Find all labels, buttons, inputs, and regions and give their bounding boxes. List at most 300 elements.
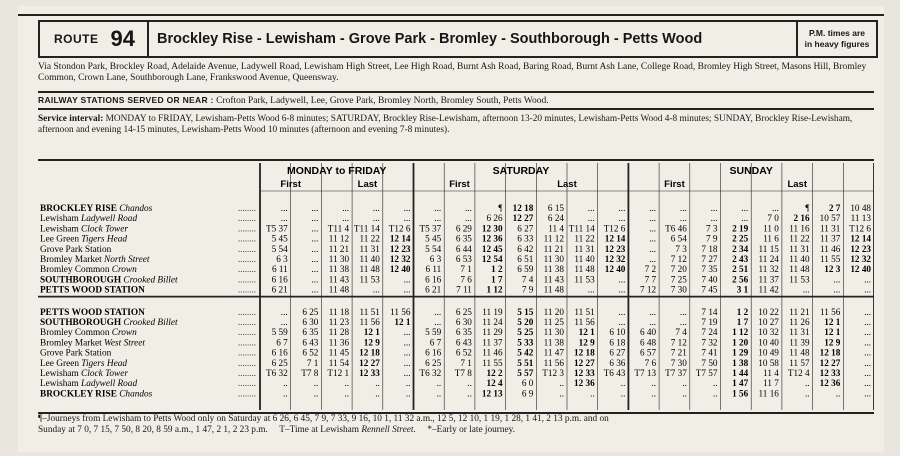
outbound-stop-name: BROCKLEY RISE Chandos [40,204,153,214]
inbound-time: 6 16 [425,347,442,358]
inbound-time: 7 21 [670,347,687,358]
sub-header: First [449,179,470,190]
sub-header: First [280,179,301,190]
inbound-time: 11 38 [543,337,564,348]
outbound-time: 11 38 [328,264,350,275]
outbound-time: 6 54 [670,233,687,244]
outbound-time: 11 31 [359,243,380,254]
outbound-time: 11 24 [758,254,779,264]
outbound-time: 7 9 [706,233,718,244]
inbound-time: T6 32 [265,368,288,378]
inbound-time: 1 12 [732,327,749,338]
inbound-time: 11 25 [543,317,564,327]
outbound-time: 5 45 [271,233,288,244]
outbound-time: 12 3 [824,264,841,275]
outbound-time: 11 15 [758,243,779,254]
route-number: 94 [110,26,135,51]
outbound-time: ... [434,213,442,224]
outbound-time: 7 40 [701,274,718,285]
inbound-time: 1 56 [732,388,749,399]
outbound-time: ... [679,203,687,213]
via-text: Via Stondon Park, Brockley Road, Adelaide Avenue, Ladywell Road, Lewisham High Street, Lee High Road, Burnt Ash Road, Baring Road, Burnt Ash Lane, College Road, Bromley High Street, Masons Hill, Bromley Common, Crown Lane, Southborough Lane, Frankswood Avenue, Queensway. [38,62,867,83]
outbound-time: ... [802,284,810,295]
outbound-time: ... [311,254,319,264]
inbound-time: .. [375,378,380,389]
inbound-time: 6 57 [640,347,657,358]
outbound-time: 12 30 [481,223,503,234]
inbound-time: 6 0 [521,378,534,389]
inbound-time: 11 19 [482,306,503,317]
outbound-time: ... [710,213,718,224]
outbound-time: ... [372,203,380,213]
inbound-time: ... [864,317,871,327]
inbound-time: 11 45 [328,347,350,358]
inbound-time: 12 18 [359,347,380,358]
inbound-time: 11 26 [789,317,810,327]
inbound-time: 11 56 [543,357,564,368]
outbound-time: 11 31 [574,243,595,254]
inbound-time: T7 8 [301,368,319,378]
outbound-time: ... [311,274,319,285]
inbound-time: 1 7 [736,317,749,327]
outbound-time: ... [618,274,626,285]
outbound-time: 12 27 [512,213,534,224]
inbound-time: 11 39 [789,337,810,348]
outbound-time: 11 53 [359,274,380,285]
outbound-stop-name: Grove Park Station [40,244,112,255]
inbound-stop-name: Lewisham Clock Tower [40,369,128,379]
outbound-time: 7 35 [701,264,718,275]
inbound-time: 7 14 [701,306,718,317]
inbound-time: .. [375,388,380,399]
outbound-time: T5 37 [265,223,288,234]
outbound-time: 11 32 [758,264,779,275]
leader-dots: ........ [238,254,256,264]
inbound-time: .. [436,378,442,389]
inbound-time: .. [283,388,288,399]
outbound-time: 6 33 [517,233,534,244]
inbound-time: 6 52 [302,347,319,358]
outbound-time: 12 40 [389,264,411,275]
leader-dots: ........ [238,327,256,338]
inbound-time: 1 38 [732,357,749,368]
inbound-time: 11 54 [328,357,350,368]
footnote-journeys: ¶–Journeys from Lewisham to Petts Wood only on Saturday at 6 26, 6 45, 7 9, 7 33, 9 16, 10 1, 11 32 a.m., 12 5, 12 10, 1 19, 1 28, 1 41, 2 13 p.m. and on [38,414,609,424]
outbound-time: 12 45 [481,243,503,254]
outbound-time: 12 23 [389,243,411,254]
inbound-time: 1 2 [736,306,749,317]
outbound-time: 12 32 [850,254,871,264]
outbound-time: ... [618,213,626,224]
outbound-time: 6 21 [425,284,442,295]
leader-dots: ........ [238,223,256,234]
inbound-time: 10 40 [758,337,779,348]
inbound-time: 12 27 [359,357,380,368]
inbound-time: 12 33 [574,368,595,378]
outbound-time: ... [649,243,657,254]
inbound-time: 7 1 [460,357,472,368]
outbound-time: 12 36 [481,233,503,244]
inbound-time: ... [864,388,871,399]
outbound-time: ... [618,203,626,213]
outbound-time: 11 31 [789,243,810,254]
inbound-time: .. [712,388,718,399]
outbound-time: 11 37 [819,233,841,244]
inbound-time: .. [682,388,687,399]
outbound-time: 11 37 [758,274,779,285]
inbound-time: 7 4 [675,327,687,338]
inbound-time: 6 30 [455,317,472,327]
outbound-time: ... [403,284,411,295]
outbound-stop-name: Bromley Market North Street [40,255,150,265]
outbound-time: 6 26 [486,213,503,224]
inbound-time: .. [590,388,595,399]
outbound-time: 11 48 [574,264,595,275]
inbound-time: ... [864,368,871,378]
day-header: MONDAY to FRIDAY [287,165,387,177]
inbound-time: T7 37 [665,368,687,378]
outbound-time: 2 43 [732,254,749,264]
outbound-time: 7 7 [644,274,657,285]
inbound-time: ... [403,347,411,358]
inbound-time: ... [864,306,871,317]
outbound-time: ... [649,254,657,264]
outbound-time: ... [372,284,380,295]
outbound-time: ... [741,213,749,224]
footnote-t: T–Time at Lewisham [279,425,360,435]
outbound-time: 12 23 [604,243,626,254]
footnotes [38,414,874,436]
inbound-stop-name: Lewisham Ladywell Road [40,379,138,390]
inbound-time: T12 4 [787,368,810,378]
outbound-time: 3 1 [736,284,749,295]
outbound-time: 12 14 [850,233,871,244]
inbound-time: 10 58 [758,357,779,368]
outbound-time: 6 11 [425,264,442,275]
outbound-time: ... [587,203,595,213]
inbound-time: 11 51 [574,306,595,317]
top-rule [18,14,884,16]
outbound-time: ... [311,203,319,213]
inbound-time: 7 12 [670,337,687,348]
inbound-time: ... [618,317,626,327]
inbound-time: 11 30 [543,327,564,338]
inbound-time: T6 32 [419,368,442,378]
outbound-time: 11 43 [328,274,350,285]
outbound-time: 11 22 [574,233,595,244]
railway-text: Crofton Park, Ladywell, Lee, Grove Park, Bromley North, Bromley South, Petts Wood. [216,96,549,106]
outbound-time: 7 6 [460,274,472,285]
outbound-time: 1 2 [491,264,503,275]
outbound-time: 7 12 [640,284,657,295]
timetable-grid [38,159,874,414]
sub-header: Last [357,179,378,190]
outbound-time: 11 40 [789,254,810,264]
inbound-time: ... [434,317,442,327]
outbound-time: ... [833,284,841,295]
inbound-time: .. [313,378,319,389]
inbound-time: 7 6 [644,357,657,368]
outbound-time: 10 57 [819,213,841,224]
outbound-time: ... [372,213,380,224]
outbound-time: 6 11 [271,264,288,275]
outbound-time: 2 34 [732,243,749,254]
inbound-time: 11 57 [789,357,810,368]
inbound-stop-name: Grove Park Station [40,348,112,359]
leader-dots: ........ [238,284,256,295]
outbound-time: T11 14 [568,223,595,234]
outbound-time: 6 24 [547,213,564,224]
sub-header: First [664,179,685,190]
outbound-time: 12 14 [389,233,411,244]
inbound-time: 11 51 [359,306,380,317]
outbound-time: 11 21 [543,243,564,254]
outbound-time: 11 30 [543,254,564,264]
outbound-time: 11 53 [789,274,810,285]
inbound-time: ... [403,357,411,368]
outbound-time: ... [311,264,319,275]
inbound-time: .. [283,378,288,389]
inbound-time: ... [618,306,626,317]
outbound-time: 10 48 [850,203,871,213]
inbound-time: .. [620,388,626,399]
inbound-time: 5 33 [517,337,534,348]
outbound-time: 2 25 [732,233,749,244]
inbound-time: 6 16 [271,347,288,358]
route-header [38,20,878,58]
inbound-time: 11 56 [359,317,380,327]
route-name: Brockley Rise - Lewisham - Grove Park - Bromley - Southborough - Petts Wood [147,22,796,56]
outbound-time: ¶ [805,203,810,213]
outbound-time: T11 4 [327,223,350,234]
inbound-time: .. [467,388,472,399]
outbound-time: 7 45 [701,284,718,295]
inbound-time: .. [805,378,810,389]
outbound-stop-name: SOUTHBOROUGH Crooked Billet [40,275,178,286]
outbound-time: 7 1 [460,264,472,275]
leader-dots: ........ [238,388,256,399]
footnote-star: *–Early or late journey. [427,425,516,435]
outbound-time: 6 51 [517,254,534,264]
inbound-stop-name: Lee Green Tigers Head [40,358,128,369]
outbound-stop-name: Lewisham Ladywell Road [40,214,138,225]
outbound-time: ... [434,203,442,213]
outbound-time: ... [311,243,319,254]
outbound-time: 2 16 [793,213,810,224]
outbound-time: 11 38 [543,264,564,275]
inbound-time: T7 13 [634,368,657,378]
inbound-time: 12 18 [574,347,595,358]
outbound-time: ... [403,203,411,213]
outbound-time: 7 25 [670,274,687,285]
inbound-time: 6 40 [640,327,657,338]
outbound-time: T11 14 [353,223,380,234]
outbound-time: 11 6 [763,233,779,244]
inbound-time: ... [280,317,288,327]
inbound-time: 11 56 [819,306,841,317]
inbound-time: 11 7 [763,378,779,389]
inbound-time: .. [651,378,657,389]
outbound-time: 6 27 [517,223,534,234]
inbound-time: 11 21 [789,306,810,317]
outbound-time: 6 44 [455,243,472,254]
inbound-time: 5 20 [517,317,534,327]
outbound-time: 11 40 [359,254,380,264]
inbound-time: .. [559,388,564,399]
outbound-time: ... [679,213,687,224]
outbound-time: ... [587,213,595,224]
inbound-time: 10 49 [758,347,779,358]
outbound-time: ... [280,203,288,213]
inbound-time: T6 43 [603,368,626,378]
footnote-t-place: Rennell Street. [361,425,416,435]
leader-dots: ........ [238,357,256,368]
outbound-time: ... [311,213,319,224]
inbound-time: 12 1 [824,317,841,327]
outbound-time: 11 53 [574,274,595,285]
day-header: SATURDAY [492,165,550,177]
inbound-time: .. [344,378,350,389]
outbound-time: ... [649,223,657,234]
inbound-time: .. [620,378,626,389]
footnote-sunday: Sunday at 7 0, 7 15, 7 50, 8 20, 8 59 a.m., 1 47, 2 1, 2 23 p.m. [38,425,268,435]
service-interval [38,114,874,135]
inbound-time: 11 20 [543,306,564,317]
inbound-time: ... [864,357,871,368]
outbound-time: 11 12 [543,233,564,244]
outbound-time: 11 4 [548,223,564,234]
inbound-stop-name: Bromley Market West Street [40,338,145,349]
inbound-time: 7 1 [306,357,319,368]
outbound-time: 1 7 [491,274,503,285]
inbound-time: 5 59 [271,327,288,338]
inbound-time: 12 33 [359,368,380,378]
outbound-time: 11 43 [543,274,564,285]
inbound-time: 7 50 [701,357,718,368]
pm-note-line-2: in heavy figures [804,39,870,49]
inbound-time: 6 7 [276,337,288,348]
inbound-time: 6 9 [521,388,534,399]
inbound-time: 11 48 [789,347,810,358]
outbound-time: 11 16 [789,223,810,234]
inbound-time: 11 28 [328,327,350,338]
inbound-time: ... [649,306,657,317]
inbound-time: ... [403,327,411,338]
outbound-time: 7 12 [670,254,687,264]
inbound-time: 1 44 [732,368,749,378]
inbound-time: 6 25 [425,357,442,368]
outbound-stop-name: Lewisham Clock Tower [40,224,128,235]
outbound-time: 5 54 [271,243,288,254]
inbound-time: 12 18 [819,347,841,358]
inbound-time: 5 59 [425,327,442,338]
inbound-stop-name: SOUTHBOROUGH Crooked Billet [40,318,178,328]
outbound-time: 6 59 [517,264,534,275]
inbound-time: 6 7 [429,337,442,348]
inbound-time: 6 48 [640,337,657,348]
outbound-stop-name: PETTS WOOD STATION [40,285,145,296]
inbound-time: .. [835,388,841,399]
inbound-time: 5 42 [517,347,534,358]
inbound-time: T7 57 [695,368,718,378]
inbound-stop-name: BROCKLEY RISE Chandos [40,389,153,400]
inbound-time: 5 57 [517,368,534,378]
inbound-time: ... [679,306,687,317]
inbound-time: 6 43 [302,337,319,348]
outbound-time: ... [710,203,718,213]
inbound-time: 6 36 [609,357,626,368]
leader-dots: ........ [238,317,256,327]
leader-dots: ........ [238,264,256,275]
inbound-time: ... [679,317,687,327]
inbound-time: 1 29 [732,347,749,358]
inbound-time: ... [649,317,657,327]
outbound-time: 11 48 [359,264,380,275]
inbound-time: 7 30 [670,357,687,368]
railway-stations [38,91,874,110]
leader-dots: ........ [238,213,256,224]
inbound-time: 11 37 [482,337,503,348]
outbound-time: 7 20 [670,264,687,275]
inbound-time: 1 20 [732,337,749,348]
inbound-time: 11 56 [574,317,595,327]
outbound-time: ... [587,284,595,295]
leader-dots: ........ [238,378,256,389]
inbound-time: 6 27 [609,347,626,358]
outbound-time: 11 13 [850,213,871,224]
leader-dots: ........ [238,347,256,358]
inbound-time: .. [651,388,657,399]
outbound-time: 12 54 [481,254,503,264]
outbound-stop-name: Bromley Common Crown [40,265,137,276]
outbound-time: 6 16 [271,274,288,285]
leader-dots: ........ [238,368,256,378]
inbound-time: T12 3 [542,368,564,378]
inbound-time: 11 24 [482,317,503,327]
outbound-stop-name: Lee Green Tigers Head [40,234,128,245]
inbound-time: 11 46 [482,347,503,358]
outbound-time: ... [465,203,472,213]
outbound-time: ... [649,233,657,244]
outbound-time: T6 46 [665,223,687,234]
outbound-time: 12 14 [604,233,626,244]
outbound-time: ... [280,213,288,224]
inbound-time: 12 1 [578,327,595,338]
inbound-time: 6 35 [302,327,319,338]
inbound-time: .. [405,378,411,389]
inbound-time: 7 19 [701,317,718,327]
inbound-time: ... [864,347,871,358]
inbound-time: .. [805,388,810,399]
outbound-time: 11 30 [328,254,350,264]
outbound-time: 5 54 [425,243,442,254]
outbound-time: ... [311,233,319,244]
outbound-time: 7 11 [456,284,472,295]
inbound-time: .. [313,388,319,399]
inbound-time: 12 9 [824,337,841,348]
timetable-svg [38,161,874,412]
inbound-time: 11 23 [328,317,350,327]
railway-label: RAILWAY STATIONS SERVED OR NEAR : [38,95,214,105]
inbound-time: 11 31 [789,327,810,338]
outbound-time: ... [864,274,871,285]
inbound-time: 10 22 [758,306,779,317]
outbound-time: 6 3 [276,254,288,264]
outbound-time: ... [311,223,319,234]
sub-header: Last [787,179,808,190]
inbound-time: .. [712,378,718,389]
inbound-time: 11 16 [758,388,779,399]
